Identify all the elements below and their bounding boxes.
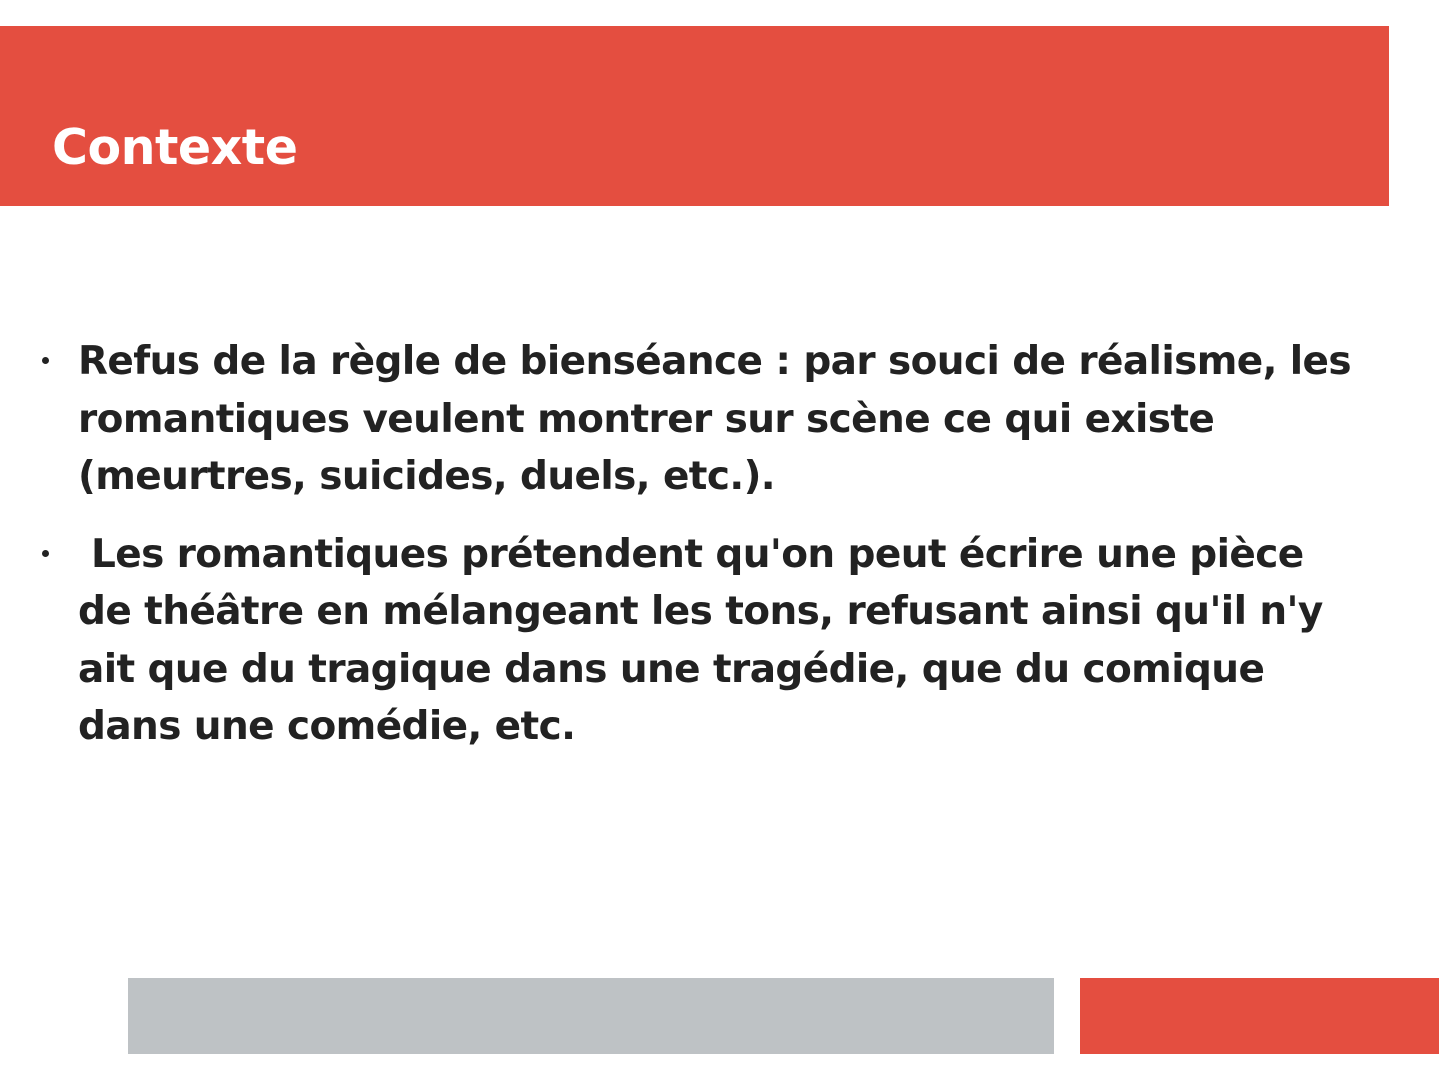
bullet-dot-icon xyxy=(42,357,49,364)
bullet-dot-icon xyxy=(42,550,49,557)
bullet-text: Refus de la règle de bienséance : par souci de réalisme, les romantiques veulent montrer sur scène ce qui existe (meurtres, suicides, duels, etc.). xyxy=(78,339,1352,499)
footer-bar-red xyxy=(1080,978,1439,1054)
slide-title: Contexte xyxy=(52,119,298,176)
bullet-item xyxy=(30,333,1360,506)
bullet-list xyxy=(30,333,1360,756)
bullet-item xyxy=(30,526,1360,756)
footer-bar-gray xyxy=(128,978,1054,1054)
bullet-text: Les romantiques prétendent qu'on peut écrire une pièce de théâtre en mélangeant les tons, refusant ainsi qu'il n'y ait que du tragique dans une tragédie, que du comique dans une comédie, etc. xyxy=(78,531,1336,749)
